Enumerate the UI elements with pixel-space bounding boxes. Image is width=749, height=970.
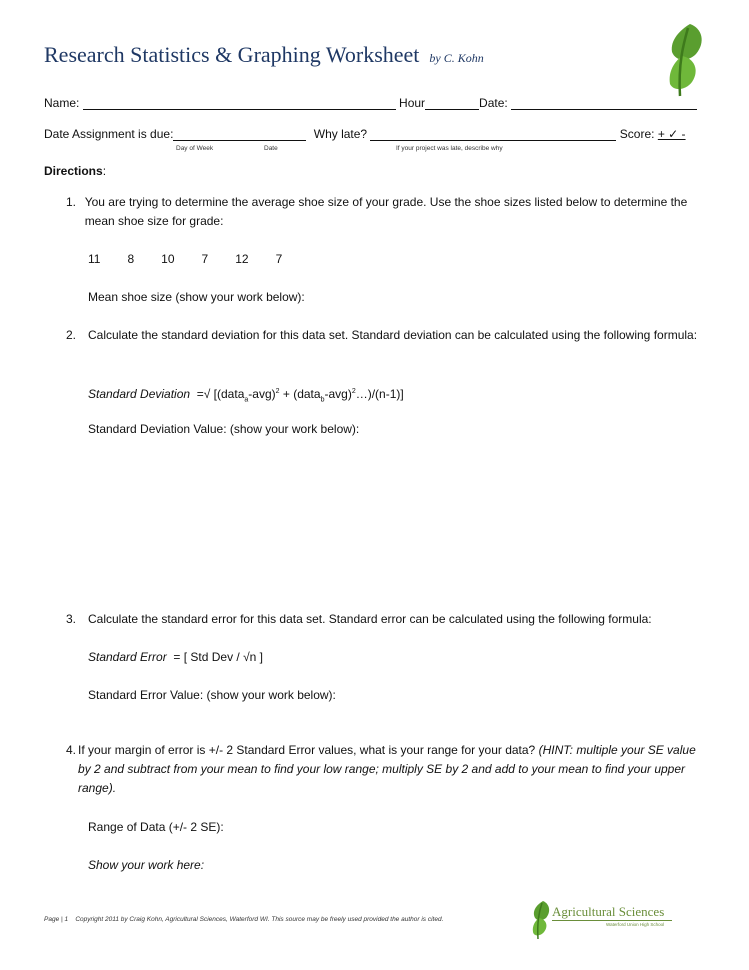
shoe-size-value: 12	[235, 252, 249, 266]
std-error-formula: Standard Error = [ Std Dev / √n ]	[88, 650, 263, 664]
due-row: Date Assignment is due: Why late? Score: + ✓ -	[44, 127, 686, 141]
shoe-size-value: 7	[201, 252, 209, 266]
hour-field[interactable]	[425, 97, 479, 110]
day-of-week-caption: Day of Week	[176, 145, 214, 152]
question-4: 4. If your margin of error is +/- 2 Standard Error values, what is your range for your data? (HINT: multiple your SE value by 2 and subtract from your mean to find your low range; multiply SE by 2 and add to your mean to find your upper range).	[66, 743, 696, 795]
footer-logo-subtext: Waterford Union High School	[606, 922, 665, 927]
leaf-logo-icon	[660, 22, 708, 98]
footer-logo-text: Agricultural Sciences	[552, 904, 665, 919]
std-dev-answer-label: Standard Deviation Value: (show your work below):	[88, 422, 360, 436]
q4-hint: (HINT: multiple your SE value by 2 and subtract from your mean to find your low range; multiply SE by 2 and add to your mean to find your upper range).	[78, 743, 696, 795]
footer-leaf-icon	[528, 900, 552, 940]
shoe-sizes-list	[88, 250, 309, 269]
directions-heading: Directions:	[44, 164, 107, 178]
question-3: 3. Calculate the standard error for this data set. Standard error can be calculated using the following formula:	[66, 612, 652, 626]
page-title: Research Statistics & Graphing Worksheet by C. Kohn	[44, 42, 484, 67]
name-field[interactable]	[83, 97, 396, 110]
date-caption: Date	[264, 145, 278, 152]
footer-text: Page | 1 Copyright 2011 by Craig Kohn, Agricultural Sciences, Waterford WI. This source may be freely used provided the author is cited.	[44, 916, 444, 923]
shoe-size-value: 10	[161, 252, 175, 266]
why-late-field[interactable]	[370, 128, 616, 141]
range-label: Range of Data (+/- 2 SE):	[88, 820, 224, 834]
mean-answer-label: Mean shoe size (show your work below):	[88, 290, 305, 304]
std-error-answer-label: Standard Error Value: (show your work below):	[88, 688, 336, 702]
show-work-label: Show your work here:	[88, 858, 205, 872]
score-marks: + ✓ -	[657, 127, 686, 141]
date-field[interactable]	[511, 97, 697, 110]
footer-logo	[528, 900, 678, 944]
std-dev-formula: Standard Deviation =√ [(data$_a$-avg)$^2$ + (data$_b$-avg)$^2$…)/(n-1)]	[88, 387, 404, 404]
question-1: 1. You are trying to determine the average shoe size of your grade. Use the shoe sizes listed below to determine the mean shoe size for grade:	[66, 195, 688, 228]
late-hint-caption: If your project was late, describe why	[396, 145, 503, 152]
shoe-size-value: 11	[88, 252, 101, 266]
shoe-size-value: 8	[127, 252, 135, 266]
due-date-field[interactable]	[173, 128, 306, 141]
shoe-size-value: 7	[275, 252, 283, 266]
question-2: 2. Calculate the standard deviation for this data set. Standard deviation can be calculated using the following formula:	[66, 328, 698, 342]
byline: by C. Kohn	[429, 51, 484, 65]
name-row: Name: Hour Date:	[44, 96, 697, 110]
footer-logo-divider	[552, 920, 672, 921]
